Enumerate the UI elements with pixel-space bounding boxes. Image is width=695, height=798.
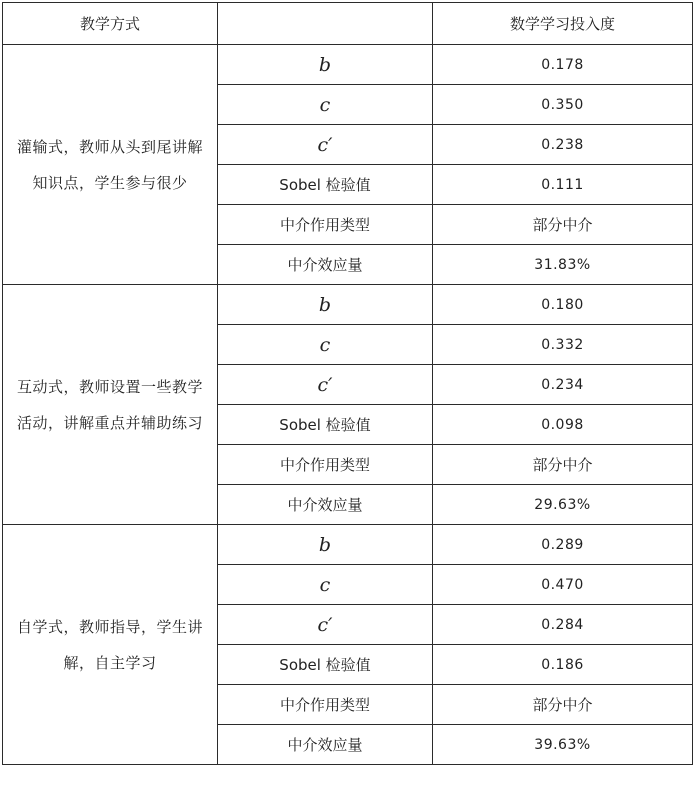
stat-label: c′ bbox=[218, 125, 433, 165]
stat-value: 0.350 bbox=[433, 85, 693, 125]
stat-value: 部分中介 bbox=[433, 205, 693, 245]
stat-value: 0.234 bbox=[433, 365, 693, 405]
stat-value: 0.098 bbox=[433, 405, 693, 445]
stat-label: b bbox=[218, 525, 433, 565]
stat-label: 中介作用类型 bbox=[218, 205, 433, 245]
method-cell: 灌输式，教师从头到尾讲解知识点，学生参与很少 bbox=[3, 45, 218, 285]
stat-label: 中介作用类型 bbox=[218, 685, 433, 725]
stat-value: 0.332 bbox=[433, 325, 693, 365]
stat-label: Sobel 检验值 bbox=[218, 645, 433, 685]
header-teaching-method: 教学方式 bbox=[3, 3, 218, 45]
stat-label: b bbox=[218, 285, 433, 325]
stat-value: 0.238 bbox=[433, 125, 693, 165]
stat-value: 部分中介 bbox=[433, 445, 693, 485]
stat-label: 中介效应量 bbox=[218, 485, 433, 525]
stat-value: 39.63% bbox=[433, 725, 693, 765]
stat-label: c′ bbox=[218, 365, 433, 405]
stat-label: 中介效应量 bbox=[218, 245, 433, 285]
mediation-results-table bbox=[2, 2, 693, 765]
stat-value: 29.63% bbox=[433, 485, 693, 525]
stat-value: 0.289 bbox=[433, 525, 693, 565]
method-cell: 自学式，教师指导，学生讲解，自主学习 bbox=[3, 525, 218, 765]
method-cell: 互动式，教师设置一些教学活动，讲解重点并辅助练习 bbox=[3, 285, 218, 525]
stat-value: 0.178 bbox=[433, 45, 693, 85]
stat-label: Sobel 检验值 bbox=[218, 405, 433, 445]
stat-label: Sobel 检验值 bbox=[218, 165, 433, 205]
stat-value: 部分中介 bbox=[433, 685, 693, 725]
table-row bbox=[3, 285, 693, 325]
stat-label: 中介效应量 bbox=[218, 725, 433, 765]
stat-value: 0.186 bbox=[433, 645, 693, 685]
stat-label: c bbox=[218, 85, 433, 125]
stat-value: 0.470 bbox=[433, 565, 693, 605]
stat-label: c bbox=[218, 565, 433, 605]
stat-value: 0.180 bbox=[433, 285, 693, 325]
header-math-engagement: 数学学习投入度 bbox=[433, 3, 693, 45]
stat-value: 0.111 bbox=[433, 165, 693, 205]
stat-value: 31.83% bbox=[433, 245, 693, 285]
header-row bbox=[3, 3, 693, 45]
stat-label: c bbox=[218, 325, 433, 365]
stat-label: b bbox=[218, 45, 433, 85]
stat-label: 中介作用类型 bbox=[218, 445, 433, 485]
stat-label: c′ bbox=[218, 605, 433, 645]
stat-value: 0.284 bbox=[433, 605, 693, 645]
table-row bbox=[3, 45, 693, 85]
table-row bbox=[3, 525, 693, 565]
header-statistic bbox=[218, 3, 433, 45]
